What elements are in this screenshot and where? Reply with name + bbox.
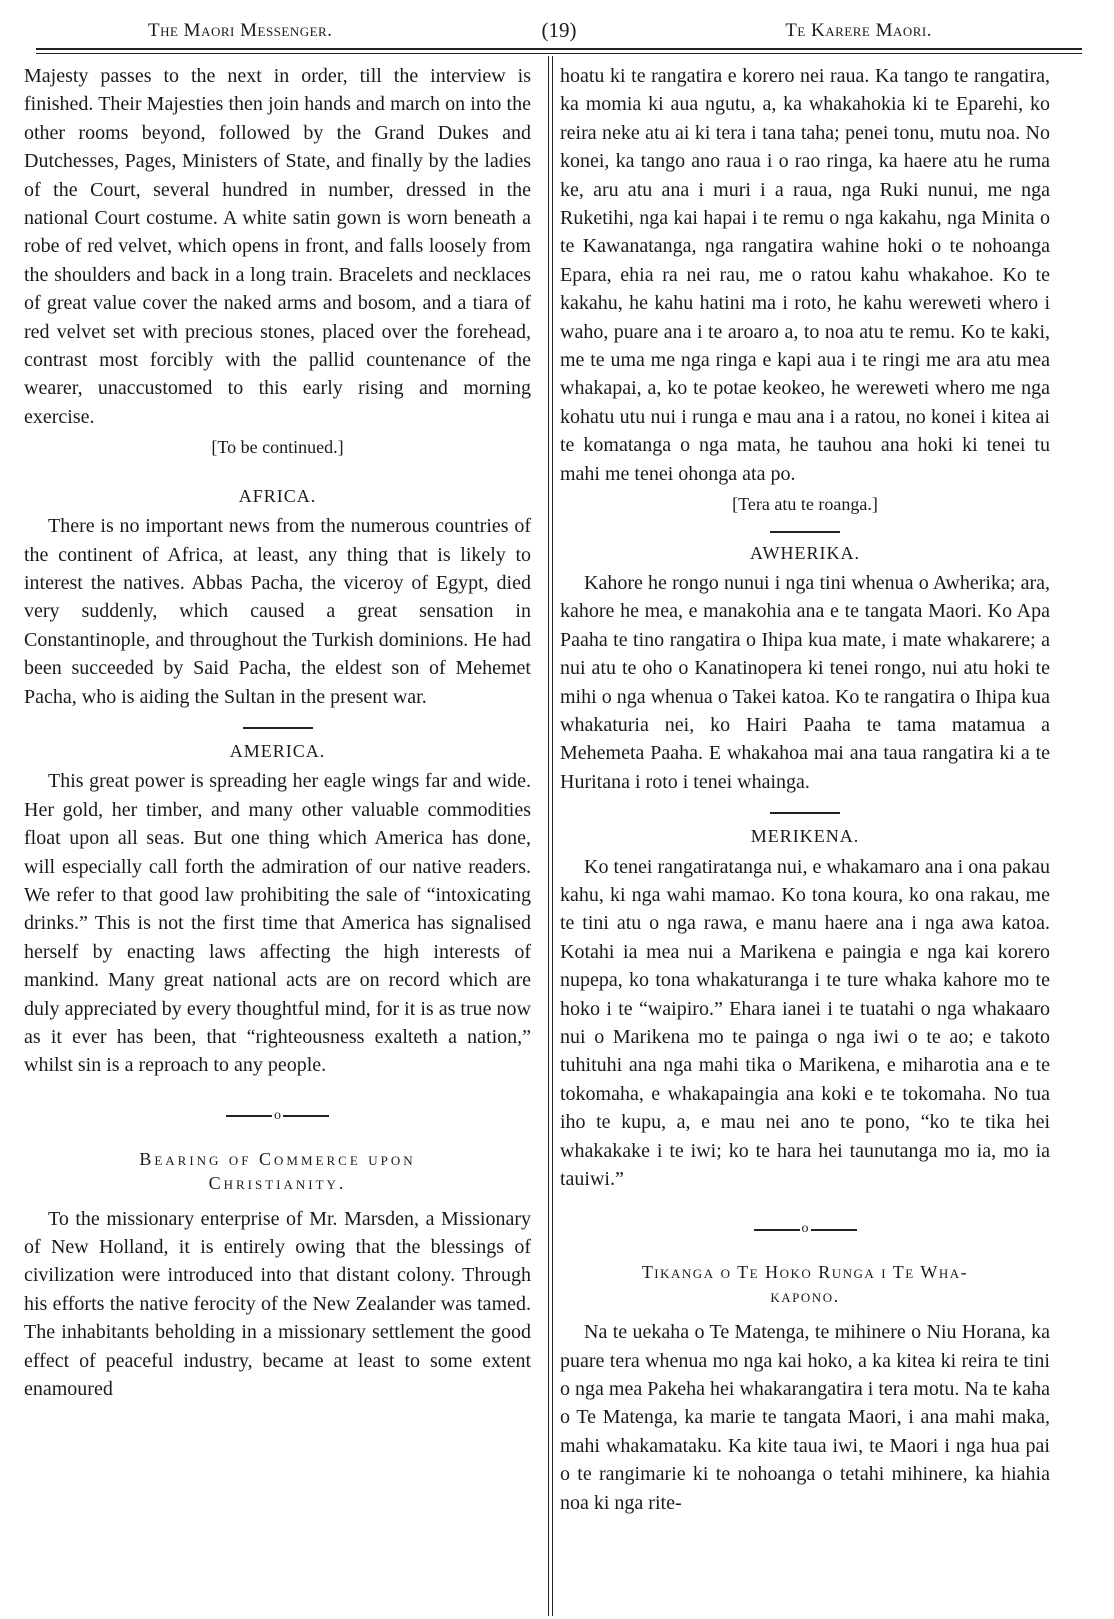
america-paragraph: Ko tenei rangatiratanga nui, e whakamaro ana i ona pakau kahu, ki nga wahi mamao. Ko tona koura, ko ona rakau, me te tini atu o nga rawa, e manu haere ana i nga awa katoa. Kotahi ia mea nui a Marikena e paingia e nga kai korero nupepa, ko tona whakaturanga i te ture whaka kahore mo te hoko i te “waipiro.” Ehara ianei i te tuatahi o nga whakaaro nui o Marikena mo te painga o nga iwi o te ao; e takoto tuhituhi ana nga mahi tika o Marikena, e miharotia ana e te tokomaha, e whakapaingia ana koki e te tokomaha. No tua iho te kupu, a, e mau nei ano te pono, “ko te tika hei whakakake i te iwi; ko te hara hei taunutanga mo ia, mo ia tauiwi.” — [560, 855, 1050, 1191]
english-column — [24, 62, 531, 1403]
africa-paragraph: Kahore he rongo nunui i nga tini whenua o Awherika; ara, kahore he mea, e manakohia ana e te tangata Maori. Ko Apa Paaha te tino rangatira o Ihipa kua mate, i mate whakarere; a nui atu te oho o Kanatinopera ki tenei rongo, nui atu hoki te mihi o nga whenua o Takei katoa. Ko te rangatira o Ihipa kua whakaturia nei, ko Hairi Paaha te tama matamua a Mehemeta Paaha. E whakahoa mai ana taua rangatira ki a te Huritana i roto i tenei whainga. — [560, 571, 1050, 793]
continued-note: [Tera atu te roanga.] — [732, 494, 878, 515]
section-rule — [770, 812, 840, 814]
america-paragraph: This great power is spreading her eagle wings far and wide. Her gold, her timber, and many other valuable commodities float upon all seas. But one thing which America has done, will especially call forth the admiration of our native readers. We refer to that good law prohibiting the sale of “intoxicating drinks.” This is not the first time that America has signalised herself by enacting laws affecting the high interests of mankind. Many great national acts are on record which are duly appreciated by every thoughtful mind, for it is as true now as it ever has been, that “righteousness exalteth a nation,” whilst sin is a reproach to any people. — [24, 770, 531, 1077]
america-heading: MERIKENA. — [750, 826, 860, 847]
column-divider-inner — [552, 56, 553, 1616]
section-rule — [243, 727, 313, 729]
america-heading: AMERICA. — [229, 740, 326, 761]
header-english-title: The Maori Messenger. — [148, 20, 333, 41]
page-header — [36, 14, 1082, 44]
africa-heading: AFRICA. — [238, 485, 317, 506]
section-rule — [770, 531, 840, 533]
commerce-paragraph: To the missionary enterprise of Mr. Marsden, a Missionary of New Holland, it is entirely owing that the blessings of civilization were introduced into that distant colony. Through his efforts the native ferocity of the New Zealander was tamed. The inhabitants beholding in a missionary settlement the good effect of peaceful industry, became at least to some extent enamoured — [24, 1207, 531, 1401]
commerce-heading: Tikanga o Te Hoko Runga i Te Wha- kapono. — [641, 1262, 969, 1307]
header-rule-thin — [36, 53, 1082, 54]
section-separator: o — [560, 1215, 1050, 1244]
africa-heading: AWHERIKA. — [749, 542, 861, 563]
commerce-heading: Bearing of Commerce upon Christianity. — [139, 1148, 416, 1193]
section-separator: o — [24, 1102, 531, 1131]
maori-column — [560, 62, 1050, 1517]
africa-paragraph: There is no important news from the numerous countries of the continent of Africa, at least, any thing that is likely to interest the natives. Abbas Pacha, the viceroy of Egypt, died very suddenly, which caused a great sensation in Constantinople, and throughout the Turkish dominions. He had been succeeded by Said Pacha, the eldest son of Mehemet Pacha, who is aiding the Sultan in the present war. — [24, 515, 531, 708]
header-maori-title: Te Karere Maori. — [785, 20, 932, 41]
intro-paragraph: hoatu ki te rangatira e korero nei raua. Ka tango te rangatira, ka momia ki aua ngutu, a, ka whakahokia ki te Eparehi, ko reira neke atu ai ki tera i tana taha; penei tonu, mutu noa. No konei, ka tango ano raua i o rao ringa, ka haere atu he ruma ke, aru atu ana i muri i a raua, nga Ruki nunui, me nga Ruketihi, nga kai hapai i te remu o nga kakahu, nga Minita o te Kawanatanga, nga rangatira wahine hoki o te nohoanga Epara, ehia ra nei rau, me o ratou kahu whakahoe. Ko te kakahu, he kahu hatini ma i roto, he kahu wereweti whero i waho, puare ana i te aroaro a, to noa atu te remu. Ko te kaki, me te uma me nga ringa e kapi aua i te ringi me ara atu mea whakapai, a, ko te potae keokeo, he wereweti whero me nga kohatu utu nui i runga e mau ana i a ratou, no konei i kitea ai te komatanga o nga mata, he tauhou ana hoki ki tenei tu mahi me tenei ohonga ata po. — [560, 65, 1050, 485]
header-rule-thick — [36, 48, 1082, 50]
column-divider — [548, 56, 549, 1616]
continued-note: [To be continued.] — [211, 437, 344, 458]
intro-paragraph: Majesty passes to the next in order, till the interview is finished. Their Majesties then join hands and march on into the other rooms beyond, followed by the Grand Dukes and Dutchesses, Pages, Ministers of State, and finally by the ladies of the Court, several hundred in number, dressed in the national Court costume. A white satin gown is worn beneath a robe of red velvet, which opens in front, and falls loosely from the shoulders and back in a long train. Bracelets and necklaces of great value cover the naked arms and bosom, and a tiara of red velvet set with precious stones, placed over the forehead, contrast most forcibly with the pallid countenance of the wearer, unaccustomed to this early rising and morning exercise. — [24, 65, 531, 428]
page-number: (19) — [541, 18, 577, 42]
commerce-paragraph: Na te uekaha o Te Matenga, te mihinere o Niu Horana, ka puare tera whenua mo nga kai hoko, a ka kitea ki reira te tini o nga mea Pakeha hei whakarangatira i tera motu. Na te kaha o Te Matenga, ka marie te tangata Maori, i ana mahi maka, mahi whakamataku. Ka kite taua iwi, te Maori i nga hua pai o te rangimarie ki te nohoanga o tetahi mihinere, ka hiahia noa ki nga rite- — [560, 1321, 1050, 1514]
